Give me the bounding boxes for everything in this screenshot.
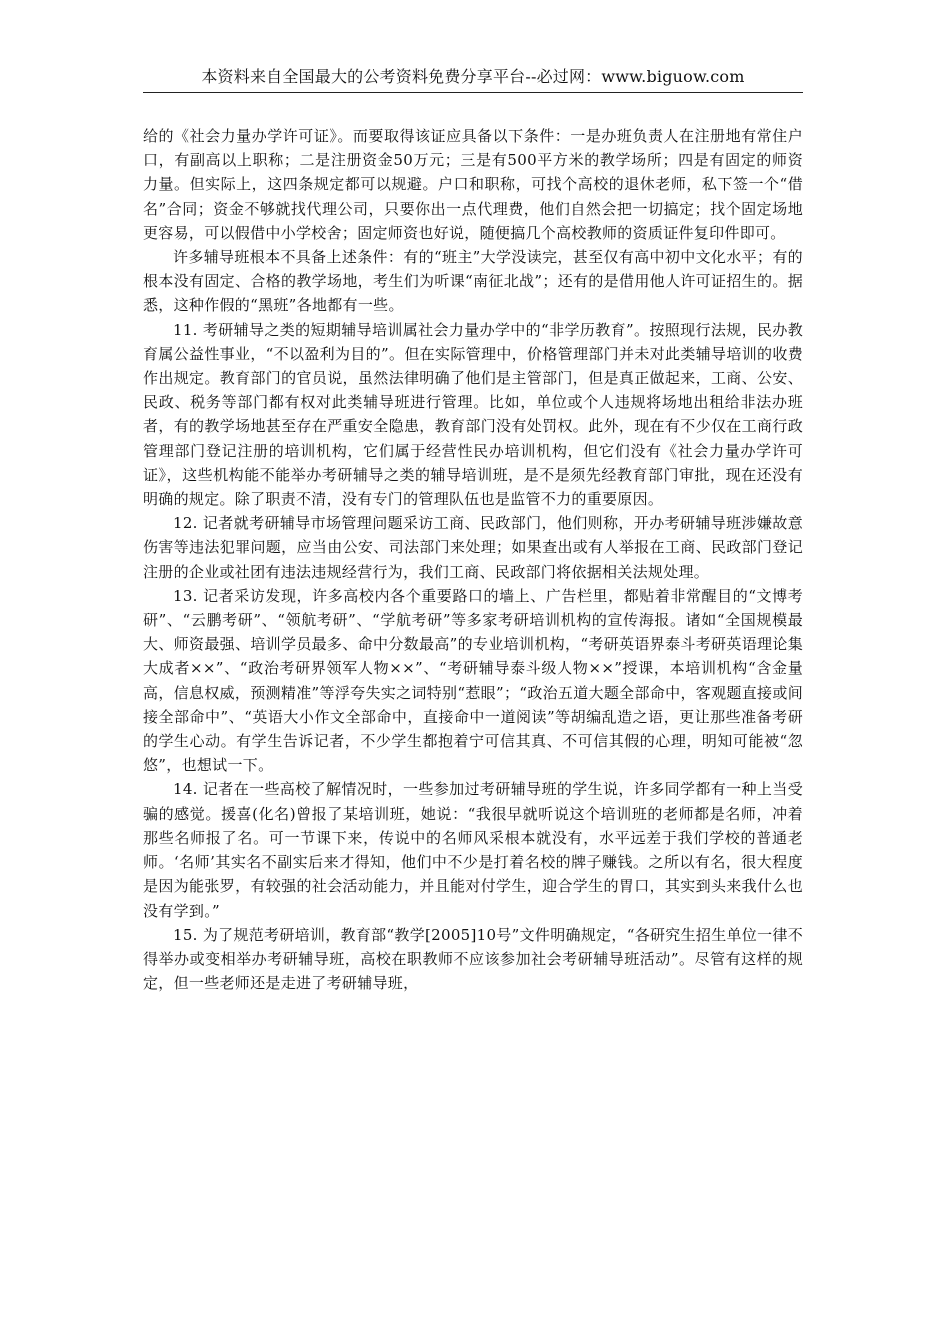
- paragraph-11: 11. 考研辅导之类的短期辅导培训属社会力量办学中的“非学历教育”。按照现行法规，民办教育属公益性事业，“不以盈利为目的”。但在实际管理中，价格管理部门并未对此类辅导培训的收费作出规定。教育部门的官员说，虽然法律明确了他们是主管部门，但是真正做起来，工商、公安、民政、税务等部门都有权对此类辅导班进行管理。比如，单位或个人违规将场地出租给非法办班者，有的教学场地甚至存在严重安全隐患，教育部门没有处罚权。此外，现在有不少仅在工商行政管理部门登记注册的培训机构，它们属于经营性民办培训机构，但它们没有《社会力量办学许可证》，这些机构能不能举办考研辅导之类的辅导培训班，是不是须先经教育部门审批，现在还没有明确的规定。除了职责不清，没有专门的管理队伍也是监管不力的重要原因。: [143, 320, 803, 509]
- paragraph-12: 12. 记者就考研辅导市场管理问题采访工商、民政部门，他们则称，开办考研辅导班涉嫌故意伤害等违法犯罪问题，应当由公安、司法部门来处理；如果查出或有人举报在工商、民政部门登记注册的企业或社团有违法违规经营行为，我们工商、民政部门将依据相关法规处理。: [143, 514, 803, 581]
- paragraph-continuation: 给的《社会力量办学许可证》。而要取得该证应具备以下条件：一是办班负责人在注册地有常住户口，有副高以上职称；二是注册资金50万元；三是有500平方米的教学场所；四是有固定的师资力量。但实际上，这四条规定都可以规避。户口和职称，可找个高校的退休老师，私下签一个“借名”合同；资金不够就找代理公司，只要你出一点代理费，他们自然会把一切搞定；找个固定场地更容易，可以假借中小学校舍；固定师资也好说，随便搞几个高校教师的资质证件复印件即可。: [143, 127, 803, 242]
- paragraph-14: 14. 记者在一些高校了解情况时，一些参加过考研辅导班的学生说，许多同学都有一种上当受骗的感觉。援喜(化名)曾报了某培训班，她说：“我很早就听说这个培训班的老师都是名师，冲着那些名师报了名。可一节课下来，传说中的名师风采根本就没有，水平远差于我们学校的普通老师。‘名师’其实名不副实后来才得知，他们中不少是打着名校的牌子赚钱。之所以有名，很大程度是因为能张罗，有较强的社会活动能力，并且能对付学生，迎合学生的胃口，其实到头来我什么也没有学到。”: [143, 780, 803, 920]
- header-text: 本资料来自全国最大的公考资料免费分享平台--必过网：www.biguow.com: [201, 67, 745, 86]
- paragraph-13: 13. 记者采访发现，许多高校内各个重要路口的墙上、广告栏里，都贴着非常醒目的“文博考研”、“云鹏考研”、“领航考研”、“学航考研”等多家考研培训机构的宣传海报。诸如“全国规模最大、师资最强、培训学员最多、命中分数最高”的专业培训机构，“考研英语界泰斗考研英语理论集大成者××”、“政治考研界领军人物××”、“考研辅导泰斗级人物××”授课，本培训机构“含金量高，信息权威，预测精准”等浮夸失实之词特别“惹眼”；“政治五道大题全部命中，客观题直接或间接全部命中”、“英语大小作文全部命中，直接命中一道阅读”等胡编乱造之语，更让那些准备考研的学生心动。有学生告诉记者，不少学生都抱着宁可信其真、不可信其假的心理，明知可能被“忽悠”，也想试一下。: [143, 586, 803, 775]
- page-header: [143, 64, 803, 93]
- document-body: [143, 124, 803, 995]
- paragraph-tutoring-conditions: 许多辅导班根本不具备上述条件：有的“班主”大学没读完，甚至仅有高中初中文化水平；有的根本没有固定、合格的教学场地，考生们为听课“南征北战”；还有的是借用他人许可证招生的。据悉，这种作假的“黑班”各地都有一些。: [143, 248, 803, 315]
- paragraph-15: 15. 为了规范考研培训，教育部“教学[2005]10号”文件明确规定，“各研究生招生单位一律不得举办或变相举办考研辅导班，高校在职教师不应该参加社会考研辅导班活动”。尽管有这样的规定，但一些老师还是走进了考研辅导班，: [143, 925, 803, 993]
